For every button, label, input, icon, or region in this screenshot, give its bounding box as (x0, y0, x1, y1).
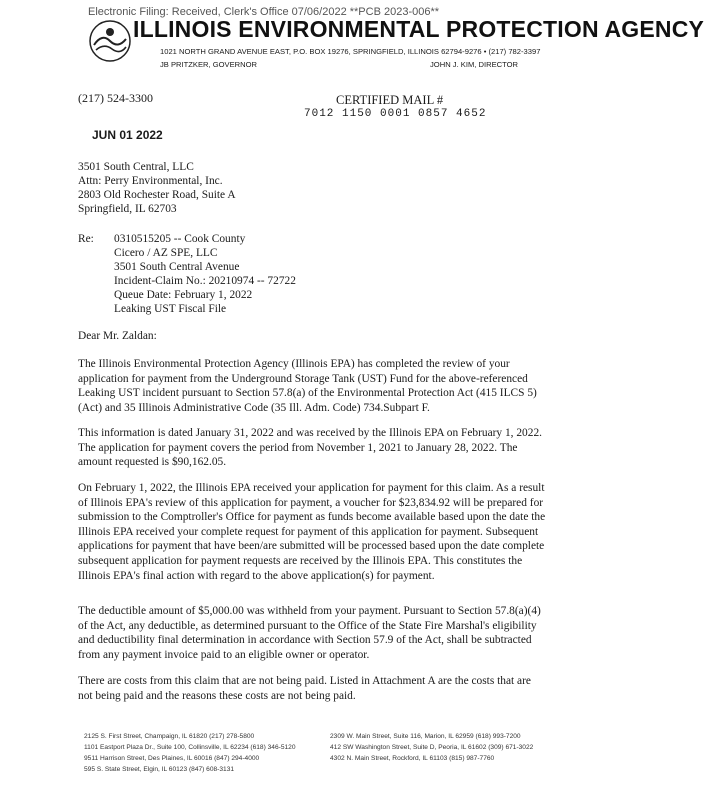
electronic-filing-stamp: Electronic Filing: Received, Clerk's Office 07/06/2022 **PCB 2023-006** (88, 6, 440, 18)
certified-mail-label: CERTIFIED MAIL # (336, 93, 444, 107)
agency-address: 1021 NORTH GRAND AVENUE EAST, P.O. BOX 19276, SPRINGFIELD, ILLINOIS 62794-9276 • (217) 782-3397 (160, 47, 541, 56)
salutation: Dear Mr. Zaldan: (78, 330, 157, 342)
body-paragraph: This information is dated January 31, 2022 and was received by the Illinois EPA on February 1, 2022. The application for payment covers the period from November 1, 2021 to January 28, 2022. The amount requested is $90,162.05. (78, 427, 542, 469)
body-paragraph: The Illinois Environmental Protection Agency (Illinois EPA) has completed the review of your application for payment from the Underground Storage Tank (UST) Fund for the above-referenced Leaking UST incident pursuant to Section 57.8(a) of the Environmental Protection Act (415 ILCS 5) (Act) and 35 Illinois Administrative Code (35 Ill. Adm. Code) 734.Subpart F. (78, 358, 537, 414)
certified-mail-number: 7012 1150 0001 0857 4652 (304, 108, 487, 120)
phone-number: (217) 524-3300 (78, 91, 153, 105)
body-paragraph: There are costs from this claim that are not being paid. Listed in Attachment A are the costs that are not being paid and the reasons these costs are not being paid. (78, 675, 531, 702)
footer-office-address: 595 S. State Street, Elgin, IL 60123 (847) 608-3131 (84, 766, 235, 773)
re-line: Queue Date: February 1, 2022 (114, 289, 253, 301)
footer-office-address: 2309 W. Main Street, Suite 116, Marion, IL 62959 (618) 993-7200 (330, 733, 521, 740)
recipient-line: 3501 South Central, LLC (78, 161, 194, 173)
footer-office-address: 412 SW Washington Street, Suite D, Peoria, IL 61602 (309) 671-3022 (330, 744, 534, 751)
body-paragraph: On February 1, 2022, the Illinois EPA received your application for payment for this claim. As a result of Illinois EPA's review of this application for payment, a voucher for $23,834.92 will be prepared for submission to the Comptroller's Office for payment as funds become available based upon the date the Illinois EPA received your complete request for payment of this application for payment. Subsequent applications for payment that have been/are submitted will be processed based upon the date complete subsequent application for payment requests are received by the Illinois EPA. This constitutes the Illinois EPA's final action with regard to the above application(s) for payment. (78, 482, 546, 582)
footer-office-address: 9511 Harrison Street, Des Plaines, IL 60016 (847) 294-4000 (84, 755, 260, 762)
governor-name: JB PRITZKER, GOVERNOR (160, 60, 258, 69)
re-line: Incident-Claim No.: 20210974 -- 72722 (114, 275, 296, 287)
re-line: 3501 South Central Avenue (114, 261, 240, 273)
recipient-line: Springfield, IL 62703 (78, 203, 177, 215)
footer-office-address: 2125 S. First Street, Champaign, IL 61820 (217) 278-5800 (84, 733, 255, 740)
re-line: Cicero / AZ SPE, LLC (114, 247, 218, 259)
director-name: JOHN J. KIM, DIRECTOR (430, 60, 519, 69)
illinois-epa-seal-icon (88, 19, 132, 63)
received-date-stamp: JUN 01 2022 (92, 128, 163, 142)
recipient-line: 2803 Old Rochester Road, Suite A (78, 189, 236, 201)
footer-office-address: 4302 N. Main Street, Rockford, IL 61103 (815) 987-7760 (330, 755, 495, 762)
re-line: 0310515205 -- Cook County (114, 233, 246, 245)
agency-name: ILLINOIS ENVIRONMENTAL PROTECTION AGENCY (133, 16, 704, 42)
footer-office-address: 1101 Eastport Plaza Dr., Suite 100, Collinsville, IL 62234 (618) 346-5120 (84, 744, 296, 751)
re-label: Re: (78, 233, 94, 245)
re-line: Leaking UST Fiscal File (114, 303, 227, 315)
body-paragraph: The deductible amount of $5,000.00 was withheld from your payment. Pursuant to Section 57.8(a)(4) of the Act, any deductible, as determined pursuant to the Office of the State Fire Marshal's eligibility and deductibility final determination in accordance with Section 57.9 of the Act, shall be subtracted from any payment invoice paid to an eligible owner or operator. (78, 605, 541, 661)
recipient-line: Attn: Perry Environmental, Inc. (78, 175, 223, 187)
